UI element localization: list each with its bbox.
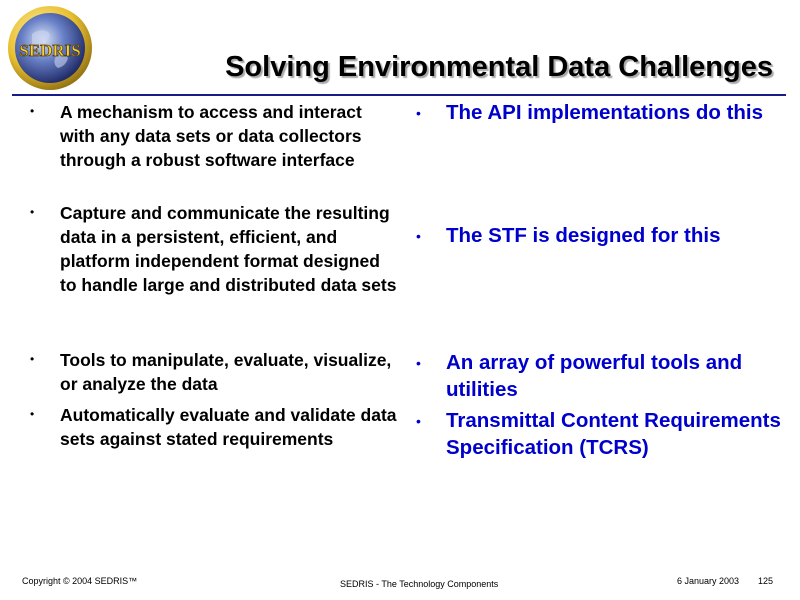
title-divider <box>12 94 786 96</box>
list-item <box>416 408 786 461</box>
bullet-icon: • <box>30 104 35 118</box>
list-item <box>416 350 786 403</box>
list-item <box>30 348 400 396</box>
list-item <box>30 100 400 172</box>
list-item-text: Tools to manipulate, evaluate, visualize, or analyze the data <box>60 350 392 394</box>
list-item <box>416 223 721 250</box>
slide-title: Solving Environmental Data Challenges <box>225 51 773 83</box>
list-item <box>30 201 400 297</box>
list-item-text: The STF is designed for this <box>446 224 721 247</box>
footer-date: 6 January 2003 <box>677 576 740 586</box>
list-item-text: A mechanism to access and interact with any data sets or data collectors through a robust software interface <box>60 102 362 170</box>
sedris-logo <box>6 4 94 92</box>
list-item-text: The API implementations do this <box>446 101 764 124</box>
list-item-text: Automatically evaluate and validate data sets against stated requirements <box>60 405 397 449</box>
bullet-icon: • <box>416 355 421 371</box>
bullet-icon: • <box>416 228 421 244</box>
list-item-text: Capture and communicate the resulting data in a persistent, efficient, and platform independent format designed to handle large and distributed data sets <box>60 203 397 295</box>
logo-text: SEDRIS <box>19 41 81 60</box>
list-item-text: An array of powerful tools and utilities <box>446 351 743 401</box>
footer-page-number: 125 <box>758 576 774 586</box>
bullet-icon: • <box>416 105 421 121</box>
bullet-icon: • <box>416 413 421 429</box>
bullet-icon: • <box>30 205 35 219</box>
bullet-icon: • <box>30 352 35 366</box>
list-item-text: Transmittal Content Requirements Specification (TCRS) <box>446 409 781 459</box>
list-item <box>30 403 400 451</box>
footer-subject: SEDRIS - The Technology Components <box>340 579 499 589</box>
bullet-icon: • <box>30 407 35 421</box>
list-item <box>416 100 763 127</box>
footer-copyright: Copyright © 2004 SEDRIS™ <box>22 576 138 586</box>
